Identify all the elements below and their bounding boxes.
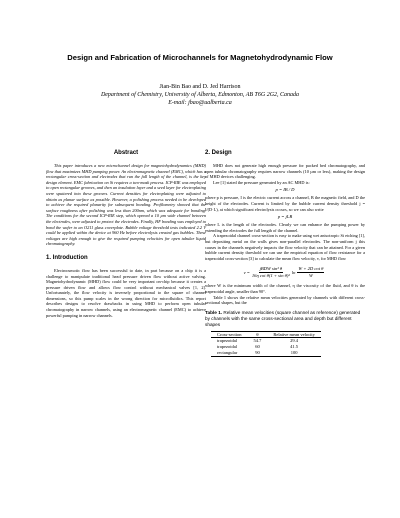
table-cell: 29.4	[290, 338, 299, 344]
table-caption	[205, 310, 365, 328]
table-row	[211, 350, 321, 356]
abstract-heading: Abstract	[113, 150, 139, 156]
left-column	[46, 149, 206, 318]
equation-mean-velocity	[205, 263, 365, 281]
design-paragraph-5: A trapezoidal channel cross-section is easy to make using wet anisotropic Si etching [1], but depositing metal on the walls gives non-parallel electrodes. The non-uniform j this causes in the channels negatively impacts the flow velocity that can be attained. For a given bubble current density threshold we can use the empirical equation of flow resistance for a trapezoidal cross-section [3] to calculate the mean flow velocity, v, for MHD flow	[205, 233, 365, 261]
equation-denominator: 16η cot θ(1 + sin θ)²	[251, 272, 290, 278]
equation-ln-denominator: W	[308, 272, 313, 278]
author-email: E-mail: jbao@ualberta.ca	[168, 100, 232, 106]
table-cell: 41.5	[290, 344, 299, 350]
design-paragraph-4: where L is the length of the electrodes. Clearly we can enhance the pumping power by extending the electrodes the full length of the channel.	[205, 222, 365, 233]
equation-pressure-current-density: p = jLB	[277, 214, 293, 220]
table-header-cell: θ	[248, 331, 268, 338]
design-paragraph-3: where p is pressure, I is the electric current across a channel, B the magnetic field, and D the height of the electrodes. Current is limited by the bubble current density threshold j = I/(D·L), at which significant electrolysis occurs, so we can also write	[205, 195, 365, 212]
table-cell: 54.7	[253, 338, 262, 344]
paper-title: Design and Fabrication of Microchannels for Magnetohydrodynamic Flow	[67, 53, 333, 62]
introduction-text: Electroosmotic flow has been successful to date, in part because on a chip it is a challenge to manipulate traditional head pressure driven flow without active valving. Magnetohydrodynamic (MHD) flow could be very important on-chip because it creates a pressure driven flow and allows flow control without mechanical valves [1, 2]. Unfortunately, the flow velocity is inversely proportional to the square of channel dimensions, so this pump scales in the wrong direction for microfluidics. This report describes designs to resolve drawbacks in using MHD to perform open tubular chromatography in narrow channels, using an electromagnetic channel (EMC) to achieve powerful pumping in narrow channels.	[46, 267, 206, 318]
author-affiliation: Department of Chemistry, University of Alberta, Edmonton, AB T6G 2G2, Canada	[100, 92, 300, 98]
equation-ln-numerator: W + 2D cot θ	[298, 266, 324, 272]
table-cell: trapezoidal	[217, 338, 237, 344]
table-cell: 60	[255, 344, 260, 350]
velocity-table	[211, 331, 321, 357]
table-caption-text: Relative mean velocities (square channel as reference) generated by channels with the same cross-sectional area and depth but different shapes	[205, 309, 361, 327]
design-paragraph-2: Lee [1] stated the pressure generated by an AC MHD is:	[213, 179, 310, 185]
table-cell: trapezoidal	[217, 344, 237, 350]
introduction-heading: 1. Introduction	[46, 254, 88, 261]
equation-pressure: p = IB / D	[275, 187, 295, 193]
design-paragraph-7: Table 1 shows the relative mean velocities generated by channels with different cross-sectional shapes, but the	[205, 294, 365, 306]
equation-numerator: jBDW sin² θ	[259, 266, 283, 272]
right-column	[205, 149, 365, 357]
author-block	[20, 83, 380, 107]
table-cell: rectangular	[211, 350, 248, 356]
table-header-cell: Cross-section	[211, 331, 248, 338]
equation-ln-fraction	[297, 266, 324, 278]
table-caption-label: Table 1.	[205, 309, 223, 315]
table-header-row	[211, 331, 321, 338]
equation-lhs: v =	[243, 269, 250, 275]
table-cell: 100	[267, 350, 320, 356]
design-paragraph-1: MHD does not generate high enough pressure for packed bed chromatography, and open tubular chromatography requires narrow channels (10 µm or less), making the design of MHD devices challenging.	[205, 163, 365, 180]
design-paragraph-6: where W is the minimum width of the channel, η the viscosity of the fluid, and θ is the trapezoidal angle, smaller than 90°.	[205, 283, 365, 294]
equation-fraction	[252, 266, 290, 278]
abstract-text: This paper introduces a new microchannel design for magnetohydrodynamics (MHD) flow that maximizes MHD pumping power. An electromagnetic channel (EMC), which has a rectangular cross-section and electrodes that run the full length of the channel, is the key design element. EMC fabrication on Si requires a two-mask process. ICP-RIE was employed to open rectangular grooves, and then an insulation layer and a seed layer for electroplating were sputtered into these grooves. Current densities for electroplating were adjusted to obtain as planar surface as possible. However, a polishing process needed to be developed to achieve the required planarity for subsequent bonding. Profilometry showed that the surface roughness after polishing was less than 200nm, which was adequate for bonding. The conditions for the second ICP-RIE step, which opened a 10 µm wide channel between the electrodes, were adjusted to protect the electrodes. Finally, HF bonding was employed to bond the wafer to an O211 glass coverplate. Bubble voltage threshold tests indicated 2.2 V could be applied within the device at 960 Hz before electrolysis created gas bubbles. These voltages are high enough to give the required pumping velocities for open tubular liquid chromatography.	[46, 163, 206, 247]
design-heading: 2. Design	[205, 150, 232, 156]
table-cell: 90	[248, 350, 268, 356]
author-names: Jian-Bin Bao and D. Jed Harrison	[159, 84, 241, 90]
equation-ln: ln	[291, 269, 296, 275]
table-header-cell: Relative mean velocity	[267, 331, 320, 338]
